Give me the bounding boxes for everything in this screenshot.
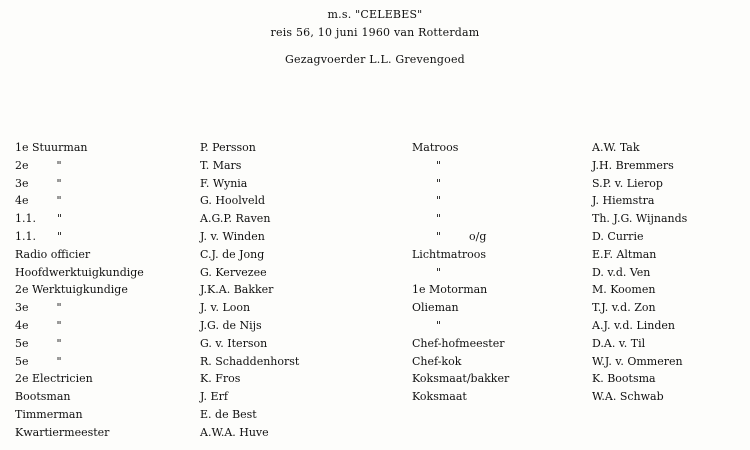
crew-name: J.K.A. Bakker bbox=[200, 283, 274, 297]
rank-entry: 4e " bbox=[15, 194, 62, 208]
rank-entry: " bbox=[436, 318, 442, 332]
rank-entry: " bbox=[436, 158, 442, 172]
rank-entry: 2e " bbox=[15, 158, 62, 172]
rank-entry: Lichtmatroos bbox=[412, 247, 487, 261]
crew-name: J.H. Bremmers bbox=[592, 158, 674, 172]
crew-name: D. v.d. Ven bbox=[592, 265, 651, 279]
crew-name: E. de Best bbox=[200, 407, 257, 421]
rank-entry: 5e " bbox=[15, 354, 62, 368]
crew-name: Th. J.G. Wijnands bbox=[592, 212, 688, 226]
ship-name: m.s. "CELEBES" bbox=[327, 8, 423, 21]
crew-name: A.W. Tak bbox=[592, 141, 640, 154]
rank-entry: 1e Stuurman bbox=[15, 141, 88, 154]
crew-name: S.P. v. Lierop bbox=[592, 176, 663, 190]
rank-entry: Olieman bbox=[412, 301, 459, 315]
rank-entry: Timmerman bbox=[15, 407, 83, 421]
voyage-line: reis 56, 10 juni 1960 van Rotterdam bbox=[270, 26, 480, 39]
crew-name: K. Bootsma bbox=[592, 372, 656, 386]
rank-entry: 1.1. " bbox=[15, 229, 63, 243]
crew-name: G. Hoolveld bbox=[200, 194, 266, 208]
rank-entry: Koksmaat bbox=[412, 390, 467, 404]
crew-name: A.G.P. Raven bbox=[200, 212, 271, 226]
crew-name: G. Kervezee bbox=[200, 265, 267, 279]
rank-entry: 2e Werktuigkundige bbox=[15, 283, 128, 297]
rank-entry: " o/g bbox=[436, 229, 487, 243]
crew-name: W.A. Schwab bbox=[592, 390, 664, 404]
rank-entry: Chef-hofmeester bbox=[412, 336, 505, 350]
crew-name: D.A. v. Til bbox=[592, 336, 646, 350]
left-names-column bbox=[200, 139, 299, 442]
crew-name: R. Schaddenhorst bbox=[200, 354, 300, 368]
left-ranks-column bbox=[15, 139, 144, 442]
rank-entry: " bbox=[436, 265, 442, 279]
rank-entry: 4e " bbox=[15, 318, 62, 332]
rank-entry: 1e Motorman bbox=[412, 283, 488, 297]
crew-name: J. v. Winden bbox=[200, 229, 265, 243]
right-ranks-column bbox=[412, 139, 509, 406]
rank-entry: " bbox=[436, 212, 442, 226]
crew-name: A.J. v.d. Linden bbox=[592, 318, 675, 332]
captain-line: Gezagvoerder L.L. Grevengoed bbox=[285, 53, 465, 66]
crew-name: E.F. Altman bbox=[592, 247, 657, 261]
rank-entry: 5e " bbox=[15, 336, 62, 350]
crew-name: A.W.A. Huve bbox=[200, 425, 269, 439]
crew-name: J. Erf bbox=[200, 390, 228, 404]
rank-entry: Chef-kok bbox=[412, 354, 462, 368]
crew-name: K. Fros bbox=[200, 372, 241, 386]
rank-entry: Radio officier bbox=[15, 247, 91, 261]
crew-name: W.J. v. Ommeren bbox=[592, 354, 683, 368]
crew-name: D. Currie bbox=[592, 229, 644, 243]
rank-entry: " bbox=[436, 194, 442, 208]
rank-entry: Matroos bbox=[412, 141, 459, 154]
crew-name: T. Mars bbox=[200, 158, 242, 172]
rank-entry: Kwartiermeester bbox=[15, 425, 110, 439]
crew-name: J.G. de Nijs bbox=[200, 318, 262, 332]
right-names-column bbox=[592, 139, 687, 406]
rank-entry: 3e " bbox=[15, 301, 62, 315]
crew-name: P. Persson bbox=[200, 141, 256, 154]
rank-entry: Bootsman bbox=[15, 390, 71, 404]
crew-name: J. Hiemstra bbox=[592, 194, 655, 208]
crew-name: C.J. de Jong bbox=[200, 247, 265, 261]
rank-entry: 3e " bbox=[15, 176, 62, 190]
rank-entry: 2e Electricien bbox=[15, 372, 93, 386]
rank-entry: Koksmaat/bakker bbox=[412, 372, 510, 386]
crew-name: G. v. Iterson bbox=[200, 336, 268, 350]
crew-name: M. Koomen bbox=[592, 283, 656, 297]
rank-entry: " bbox=[436, 176, 442, 190]
crew-name: T.J. v.d. Zon bbox=[592, 301, 656, 315]
crew-name: J. v. Loon bbox=[200, 301, 251, 315]
rank-entry: 1.1. " bbox=[15, 212, 63, 226]
crew-name: F. Wynia bbox=[200, 176, 248, 190]
rank-entry: Hoofdwerktuigkundige bbox=[15, 265, 144, 279]
